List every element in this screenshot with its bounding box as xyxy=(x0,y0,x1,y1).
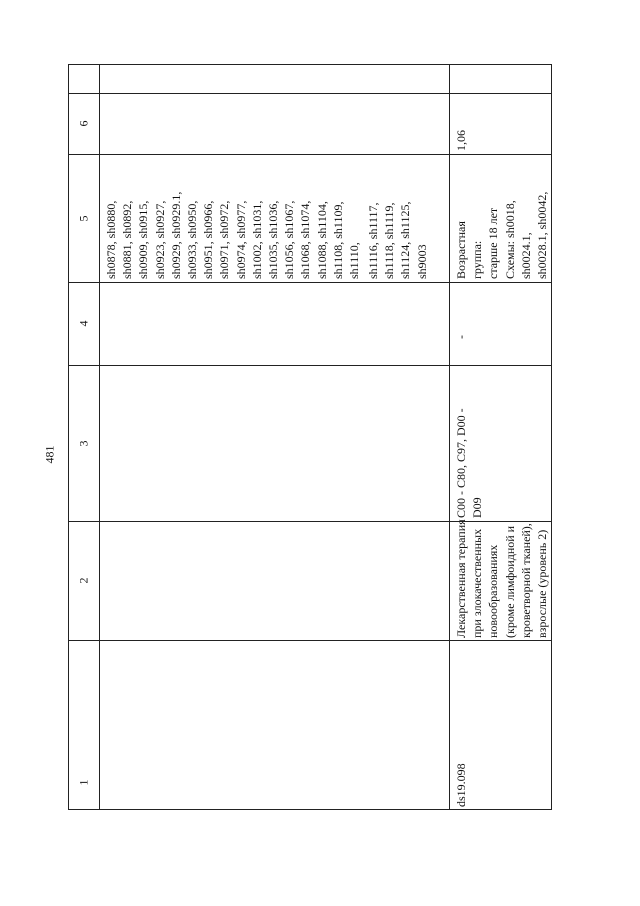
row-divider xyxy=(449,65,450,809)
cell-name: Лекарственная терапия при злокачественных новообразованиях (кроме лимфоидной и кроветворной тканей), взрослые (уровень 2) xyxy=(454,519,550,638)
header-col-4: 4 xyxy=(76,320,91,327)
cell-schemes-continued: sh0878, sh0880, sh0881, sh0892, sh0909, sh0915, sh0923, sh0927, sh0929, sh0929.1, sh0933, sh0950, sh0951, sh0966, sh0971, sh0972, sh0974, sh0977, sh1002, sh1031, sh1035, sh1036, sh1056, sh1067, sh1068, sh1074, sh1088, sh1104, sh1108, sh1109, sh1110, xyxy=(104,191,362,279)
col-divider-2 xyxy=(69,154,551,155)
tariff-table xyxy=(68,64,552,810)
col5-split-line xyxy=(361,282,449,283)
header-divider xyxy=(69,93,551,94)
page-number: 481 xyxy=(42,445,57,463)
cell-coefficient: 1,06 xyxy=(454,130,468,151)
col-divider-6 xyxy=(69,640,551,641)
header-col-3: 3 xyxy=(76,440,91,446)
header-col-2: 2 xyxy=(76,577,91,584)
header-col-5: 5 xyxy=(76,215,91,221)
col-divider-4 xyxy=(69,365,551,366)
cell-age-group-schemes: Возрастная группа: старше 18 лет Схемы: sh0018, sh0024.1, sh0028.1, sh0042, xyxy=(454,191,550,279)
cell-col4-dash: - xyxy=(454,335,468,339)
cell-schemes-continued-2: sh1116, sh1117, sh1118, sh1119, sh1124, sh1125, sh9003 xyxy=(366,201,429,279)
header-col-1: 1 xyxy=(76,779,91,786)
cell-code: ds19.098 xyxy=(454,763,468,807)
cell-icd-codes: C00 - C80, C97, D00 - D09 xyxy=(454,408,485,518)
col-divider-3 xyxy=(69,282,551,283)
header-col-6: 6 xyxy=(76,120,91,127)
header-row-divider xyxy=(99,65,100,809)
